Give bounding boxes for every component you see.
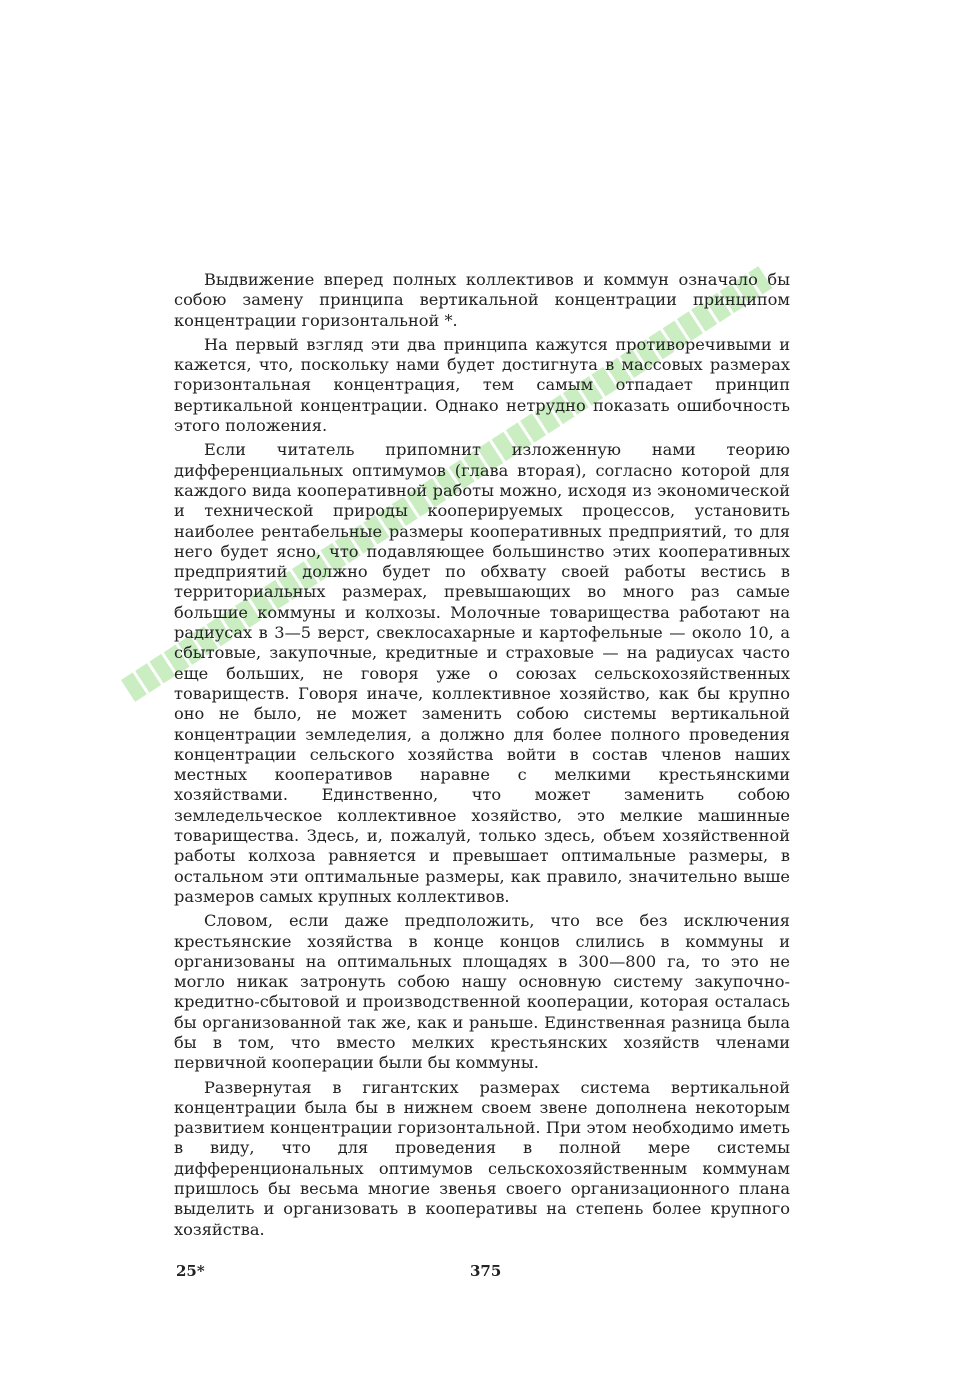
paragraph: Развернутая в гигантских размерах система вертикальной концентрации была бы в нижнем своем звене дополнена некоторым развитием концентрации горизонтальной. При этом необходимо иметь в виду, что для проведения в полной мере системы дифференциональных оптимумов сельскохозяйственным коммунам пришлось бы весьма многие звенья своего организационного плана выделить и организовать в кооперативы на степень более крупного хозяйства.	[174, 1077, 790, 1239]
signature-mark: 25*	[176, 1262, 205, 1280]
page-number: 375	[470, 1262, 502, 1280]
paragraph: На первый взгляд эти два принципа кажутся противоречивыми и кажется, что, поскольку нами будет достигнута в массовых размерах горизонтальная концентрация, тем самым отпадает принцип вертикальной концентрации. Однако нетрудно показать ошибочность этого положения.	[174, 334, 790, 436]
paragraph: Словом, если даже предположить, что все без исключения крестьянские хозяйства в конце концов слились в коммуны и организованы на оптимальных площадях в 300—800 га, то это не могло никак затронуть собою нашу основную систему закупочно-кредитно-сбытовой и производственной кооперации, которая осталась бы организованной так же, как и раньше. Единственная разница была бы в том, что вместо мелких крестьянских хозяйств членами первичной кооперации были бы коммуны.	[174, 911, 790, 1073]
paragraph: Если читатель припомнит изложенную нами теорию дифференциальных оптимумов (глава вторая), согласно которой для каждого вида кооперативной работы можно, исходя из экономической и технической природы кооперируемых процессов, установить наиболее рентабельные размеры кооперативных предприятий, то для него будет ясно, что подавляющее большинство этих кооперативных предприятий должно будет по обхвату своей работы вестись в территориальных размерах, превышающих во много раз самые большие коммуны и колхозы. Молочные товарищества работают на радиусах в 3—5 верст, свеклосахарные и картофельные — около 10, а сбытовые, закупочные, кредитные и страховые — на радиусах часто еще больших, не говоря уже о союзах сельскохозяйственных товариществ. Говоря иначе, коллективное хозяйство, как бы крупно оно не было, не может заменить собою системы вертикальной концентрации земледелия, а должно для более полного проведения концентрации сельского хозяйства войти в состав членов наших местных кооперативов наравне с мелкими крестьянскими хозяйствами. Единственно, что может заменить собою земледельческое коллективное хозяйство, это мелкие машинные товарищества. Здесь, и, пожалуй, только здесь, объем хозяйственной работы колхоза равняется и превышает оптимальные размеры, в остальном эти оптимальные размеры, как правило, значительно выше размеров самых крупных коллективов.	[174, 440, 790, 906]
paragraph: Выдвижение вперед полных коллективов и коммун означало бы собою замену принципа вертикальной концентрации принципом концентрации горизонтальной *.	[174, 270, 790, 330]
body-text	[174, 270, 790, 1244]
